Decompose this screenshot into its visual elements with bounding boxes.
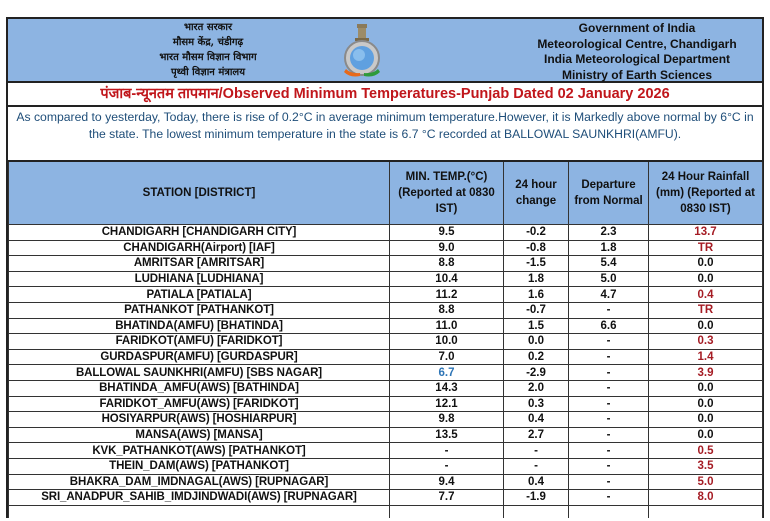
rainfall-cell: TR bbox=[649, 302, 763, 318]
station-cell: GURDASPUR(AMFU) [GURDASPUR] bbox=[9, 349, 390, 365]
min-temp-cell: 7.0 bbox=[390, 349, 504, 365]
departure-cell: 5.0 bbox=[569, 271, 649, 287]
table-row bbox=[9, 271, 763, 287]
english-line: Ministry of Earth Sciences bbox=[561, 67, 713, 82]
min-temp-cell: 12.1 bbox=[390, 396, 504, 412]
empty-cell bbox=[390, 505, 504, 518]
change-cell: -1.9 bbox=[504, 490, 569, 506]
english-line: Meteorological Centre, Chandigarh bbox=[537, 36, 737, 51]
table-row bbox=[9, 458, 763, 474]
table-row bbox=[9, 490, 763, 506]
empty-cell bbox=[569, 505, 649, 518]
rainfall-cell: 0.0 bbox=[649, 256, 763, 272]
min-temp-cell: 9.0 bbox=[390, 240, 504, 256]
hindi-line: मौसम केंद्र, चंडीगढ़ bbox=[172, 37, 244, 48]
change-cell: -0.8 bbox=[504, 240, 569, 256]
min-temp-cell: 8.8 bbox=[390, 256, 504, 272]
hindi-line: भारत सरकार bbox=[183, 22, 233, 33]
departure-cell: - bbox=[569, 443, 649, 459]
min-temp-cell: 9.5 bbox=[390, 225, 504, 241]
table-row bbox=[9, 396, 763, 412]
station-cell: CHANDIGARH(Airport) [IAF] bbox=[9, 240, 390, 256]
station-cell: MANSA(AWS) [MANSA] bbox=[9, 427, 390, 443]
table-row bbox=[9, 256, 763, 272]
table-row bbox=[9, 474, 763, 490]
imd-emblem-icon bbox=[338, 22, 386, 80]
rainfall-cell: 5.0 bbox=[649, 474, 763, 490]
change-cell: 2.7 bbox=[504, 427, 569, 443]
table-row bbox=[9, 427, 763, 443]
departure-cell: - bbox=[569, 365, 649, 381]
min-temp-cell: 14.3 bbox=[390, 380, 504, 396]
station-cell: PATIALA [PATIALA] bbox=[9, 287, 390, 303]
table-header-row bbox=[9, 162, 763, 225]
column-header-rainfall: 24 Hour Rainfall (mm) (Reported at 0830 IST) bbox=[649, 162, 763, 225]
column-header-departure: Departure from Normal bbox=[569, 162, 649, 225]
min-temp-cell: 10.0 bbox=[390, 334, 504, 350]
departure-cell: 4.7 bbox=[569, 287, 649, 303]
rainfall-cell: 0.0 bbox=[649, 412, 763, 428]
empty-cell bbox=[9, 505, 390, 518]
rainfall-cell: 0.5 bbox=[649, 443, 763, 459]
station-cell: FARIDKOT(AMFU) [FARIDKOT] bbox=[9, 334, 390, 350]
min-temp-cell: 10.4 bbox=[390, 271, 504, 287]
table-row bbox=[9, 302, 763, 318]
summary-text: As compared to yesterday, Today, there is rise of 0.2°C in average minimum temperature.However, it is Markedly above normal by 6°C in the state. The lowest minimum temperature in the state is 6.7 °C recorded at BALLOWAL SAUNKHRI(AMFU). bbox=[8, 107, 762, 162]
departure-cell: - bbox=[569, 458, 649, 474]
report-frame bbox=[6, 17, 764, 518]
min-temp-cell: - bbox=[390, 458, 504, 474]
table-row bbox=[9, 380, 763, 396]
station-cell: CHANDIGARH [CHANDIGARH CITY] bbox=[9, 225, 390, 241]
table-row bbox=[9, 287, 763, 303]
english-line: India Meteorological Department bbox=[543, 52, 731, 66]
change-cell: - bbox=[504, 458, 569, 474]
departure-cell: - bbox=[569, 412, 649, 428]
station-cell: AMRITSAR [AMRITSAR] bbox=[9, 256, 390, 272]
empty-cell bbox=[504, 505, 569, 518]
change-cell: - bbox=[504, 443, 569, 459]
rainfall-cell: 1.4 bbox=[649, 349, 763, 365]
table-row bbox=[9, 318, 763, 334]
station-cell: BHAKRA_DAM_IMDNAGAL(AWS) [RUPNAGAR] bbox=[9, 474, 390, 490]
hindi-line: पृथ्वी विज्ञान मंत्रालय bbox=[170, 67, 246, 78]
departure-cell: 5.4 bbox=[569, 256, 649, 272]
departure-cell: - bbox=[569, 380, 649, 396]
departure-cell: - bbox=[569, 474, 649, 490]
station-cell: BHATINDA_AMFU(AWS) [BATHINDA] bbox=[9, 380, 390, 396]
station-cell: BALLOWAL SAUNKHRI(AMFU) [SBS NAGAR] bbox=[9, 365, 390, 381]
rainfall-cell: 0.0 bbox=[649, 318, 763, 334]
departure-cell: - bbox=[569, 490, 649, 506]
column-header-station: STATION [DISTRICT] bbox=[9, 162, 390, 225]
empty-row bbox=[9, 505, 763, 518]
change-cell: 1.8 bbox=[504, 271, 569, 287]
min-temp-cell: 9.8 bbox=[390, 412, 504, 428]
min-temp-cell: - bbox=[390, 443, 504, 459]
departure-cell: - bbox=[569, 427, 649, 443]
change-cell: -1.5 bbox=[504, 256, 569, 272]
departure-cell: - bbox=[569, 302, 649, 318]
change-cell: 0.3 bbox=[504, 396, 569, 412]
english-letterhead bbox=[518, 21, 756, 83]
min-temp-cell: 8.8 bbox=[390, 302, 504, 318]
table-row bbox=[9, 240, 763, 256]
min-temp-cell: 7.7 bbox=[390, 490, 504, 506]
rainfall-cell: TR bbox=[649, 240, 763, 256]
departure-cell: 1.8 bbox=[569, 240, 649, 256]
change-cell: 1.5 bbox=[504, 318, 569, 334]
min-temp-cell: 11.2 bbox=[390, 287, 504, 303]
change-cell: 2.0 bbox=[504, 380, 569, 396]
rainfall-cell: 3.9 bbox=[649, 365, 763, 381]
table-row bbox=[9, 412, 763, 428]
station-cell: HOSIYARPUR(AWS) [HOSHIARPUR] bbox=[9, 412, 390, 428]
rainfall-cell: 0.3 bbox=[649, 334, 763, 350]
departure-cell: - bbox=[569, 349, 649, 365]
change-cell: -0.2 bbox=[504, 225, 569, 241]
min-temp-cell: 6.7 bbox=[390, 365, 504, 381]
departure-cell: 6.6 bbox=[569, 318, 649, 334]
rainfall-cell: 0.0 bbox=[649, 380, 763, 396]
change-cell: 1.6 bbox=[504, 287, 569, 303]
departure-cell: 2.3 bbox=[569, 225, 649, 241]
table-row bbox=[9, 334, 763, 350]
rainfall-cell: 0.0 bbox=[649, 396, 763, 412]
station-cell: LUDHIANA [LUDHIANA] bbox=[9, 271, 390, 287]
change-cell: 0.4 bbox=[504, 412, 569, 428]
rainfall-cell: 0.0 bbox=[649, 271, 763, 287]
departure-cell: - bbox=[569, 334, 649, 350]
table-row bbox=[9, 225, 763, 241]
report-title: पंजाब-न्यूनतम तापमान/Observed Minimum Temperatures-Punjab Dated 02 January 2026 bbox=[8, 83, 762, 107]
change-cell: -0.7 bbox=[504, 302, 569, 318]
departure-cell: - bbox=[569, 396, 649, 412]
change-cell: 0.0 bbox=[504, 334, 569, 350]
rainfall-cell: 0.0 bbox=[649, 427, 763, 443]
station-cell: BHATINDA(AMFU) [BHATINDA] bbox=[9, 318, 390, 334]
column-header-min-temp: MIN. TEMP.(°C) (Reported at 0830 IST) bbox=[390, 162, 504, 225]
station-cell: THEIN_DAM(AWS) [PATHANKOT] bbox=[9, 458, 390, 474]
table-row bbox=[9, 349, 763, 365]
table-row bbox=[9, 443, 763, 459]
station-cell: PATHANKOT [PATHANKOT] bbox=[9, 302, 390, 318]
letterhead bbox=[8, 17, 762, 83]
table-row bbox=[9, 365, 763, 381]
english-line: Government of India bbox=[578, 21, 696, 35]
rainfall-cell: 8.0 bbox=[649, 490, 763, 506]
column-header-24h-change: 24 hour change bbox=[504, 162, 569, 225]
station-cell: KVK_PATHANKOT(AWS) [PATHANKOT] bbox=[9, 443, 390, 459]
change-cell: -2.9 bbox=[504, 365, 569, 381]
rainfall-cell: 0.4 bbox=[649, 287, 763, 303]
temperature-table bbox=[8, 162, 763, 518]
rainfall-cell: 3.5 bbox=[649, 458, 763, 474]
change-cell: 0.4 bbox=[504, 474, 569, 490]
rainfall-cell: 13.7 bbox=[649, 225, 763, 241]
station-cell: SRI_ANADPUR_SAHIB_IMDJINDWADI(AWS) [RUPNAGAR] bbox=[9, 490, 390, 506]
min-temp-cell: 11.0 bbox=[390, 318, 504, 334]
hindi-line: भारत मौसम विज्ञान विभाग bbox=[159, 52, 257, 63]
station-cell: FARIDKOT_AMFU(AWS) [FARIDKOT] bbox=[9, 396, 390, 412]
change-cell: 0.2 bbox=[504, 349, 569, 365]
min-temp-cell: 13.5 bbox=[390, 427, 504, 443]
min-temp-cell: 9.4 bbox=[390, 474, 504, 490]
empty-cell bbox=[649, 505, 763, 518]
hindi-letterhead bbox=[108, 20, 308, 80]
